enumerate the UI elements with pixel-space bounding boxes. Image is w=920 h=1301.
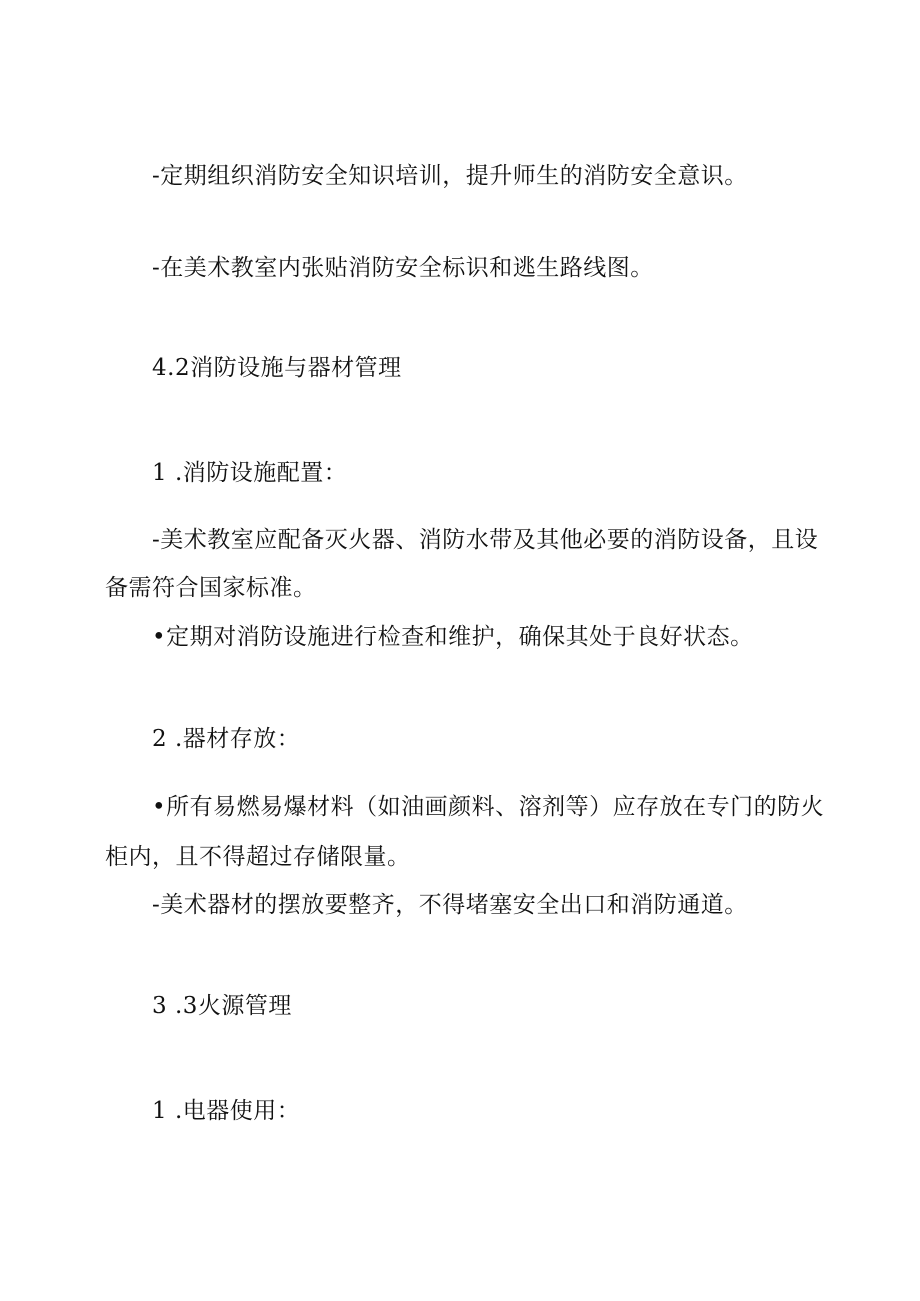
section-heading-4-2: 4.2消防设施与器材管理 bbox=[152, 355, 402, 381]
bullet-safety-signs: -在美术教室内张贴消防安全标识和逃生路线图。 bbox=[152, 255, 654, 281]
bullet-flammables-line-2: 柜内，且不得超过存储限量。 bbox=[105, 844, 411, 870]
bullet-inspection: •定期对消防设施进行检查和维护，确保其处于良好状态。 bbox=[152, 624, 754, 650]
bullet-placement: -美术器材的摆放要整齐，不得堵塞安全出口和消防通道。 bbox=[152, 892, 748, 918]
bullet-fire-training: -定期组织消防安全知识培训，提升师生的消防安全意识。 bbox=[152, 163, 748, 189]
item-heading-electrical-use: 1 .电器使用： bbox=[152, 1098, 301, 1124]
bullet-equipment-line-1: -美术教室应配备灭火器、消防水带及其他必要的消防设备，且设 bbox=[152, 527, 819, 553]
bullet-equipment-line-2: 备需符合国家标准。 bbox=[105, 575, 317, 601]
section-heading-fire-source: 3 .3火源管理 bbox=[152, 993, 292, 1019]
item-heading-storage: 2 .器材存放： bbox=[152, 726, 301, 752]
item-heading-facility-config: 1 .消防设施配置： bbox=[152, 460, 348, 486]
bullet-flammables-line-1: •所有易燃易爆材料（如油画颜料、溶剂等）应存放在专门的防火 bbox=[152, 794, 825, 820]
